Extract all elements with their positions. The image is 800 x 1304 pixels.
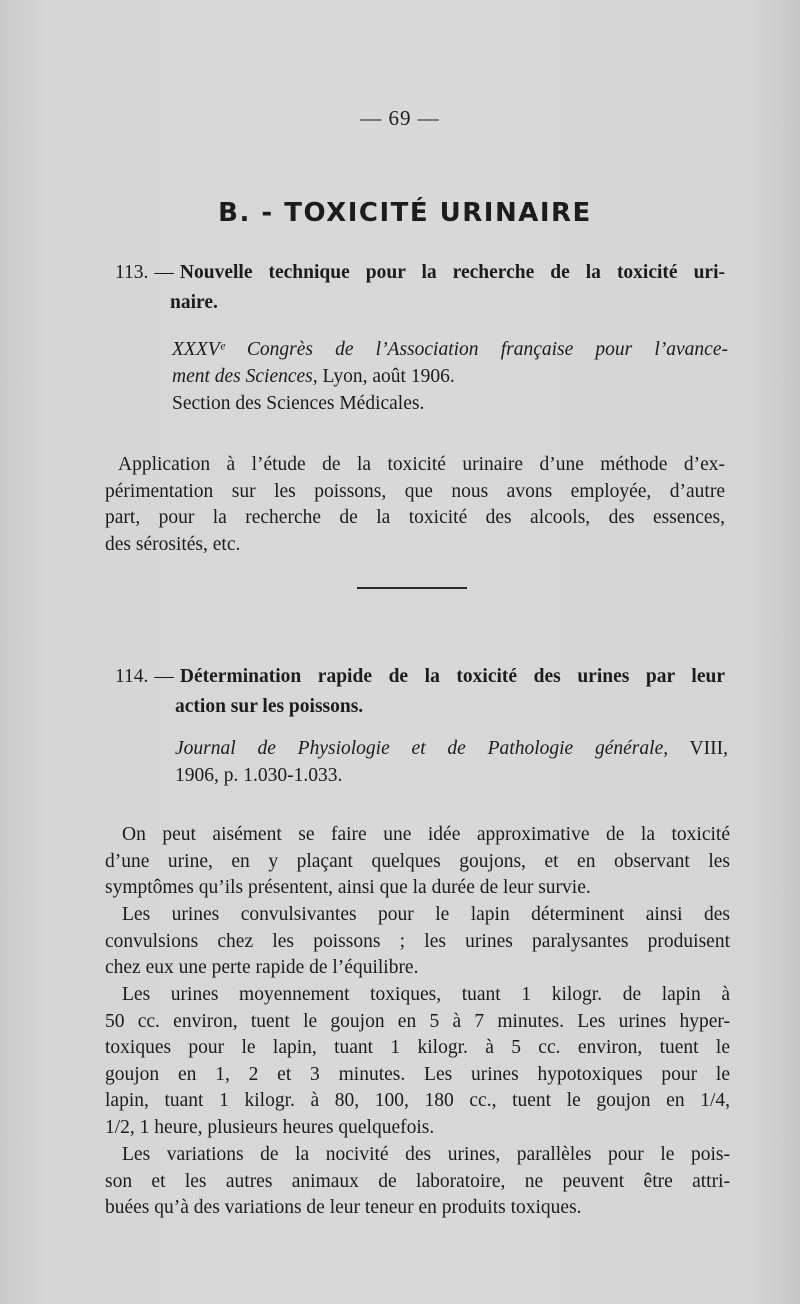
entry-114-dash: — xyxy=(154,666,174,687)
entry-114-ref-line1-rest: VIII, xyxy=(668,738,728,759)
text-line: 1/2, 1 heure, plusieurs heures quelquefois. xyxy=(105,1116,435,1138)
entry-113-ref-line3: Section des Sciences Médicales. xyxy=(172,393,425,414)
entry-114-paragraph-3 xyxy=(105,982,730,1141)
text-line: Les urines moyennement toxiques, tuant 1 kilogr. de lapin à xyxy=(122,984,730,1005)
entry-113-heading xyxy=(115,258,725,318)
entry-114-ref-line1-italic: Journal de Physiologie et de Pathologie générale, xyxy=(175,738,669,759)
entry-113-abstract-line: Application à l’étude de la toxicité urinaire d’une méthode d’ex- xyxy=(118,454,725,475)
text-line: lapin, tuant 1 kilogr. à 80, 100, 180 cc., tuent le goujon en 1/4, xyxy=(105,1090,730,1111)
entry-113-number: 113. xyxy=(115,262,149,283)
section-title: B. - TOXICITÉ URINAIRE xyxy=(218,198,592,228)
entry-114-heading-line1 xyxy=(115,662,725,692)
entry-114-heading xyxy=(115,662,725,722)
entry-113-title-line1: Nouvelle technique pour la recherche de la toxicité uri- xyxy=(179,262,725,283)
entry-113-heading-line1 xyxy=(115,258,725,288)
entry-113-abstract-line: périmentation sur les poissons, que nous avons employée, d’autre xyxy=(105,480,725,502)
text-line: d’une urine, en y plaçant quelques goujons, et en observant les xyxy=(105,850,730,872)
text-line: symptômes qu’ils présentent, ainsi que la durée de leur survie. xyxy=(105,877,591,898)
entry-114-paragraph-4 xyxy=(105,1142,730,1222)
text-line: Les variations de la nocivité des urines, parallèles pour le pois- xyxy=(122,1144,730,1165)
entry-114-title-line2: action sur les poissons. xyxy=(175,696,364,717)
text-line: On peut aisément se faire une idée approximative de la toxicité xyxy=(122,824,730,845)
entry-114-ref-line2: 1906, p. 1.030-1.033. xyxy=(175,765,343,786)
section-divider xyxy=(357,587,467,589)
entry-113-dash: — xyxy=(154,262,174,283)
entry-114-title-line1: Détermination rapide de la toxicité des urines par leur xyxy=(179,666,725,687)
entry-114-reference xyxy=(175,735,728,789)
entry-113-ref-line2-rest: Lyon, août 1906. xyxy=(317,366,455,387)
text-line: buées qu’à des variations de leur teneur en produits toxiques. xyxy=(105,1197,582,1218)
text-line: son et les autres animaux de laboratoire, ne peuvent être attri- xyxy=(105,1170,730,1192)
entry-113-ref-line1: XXXVᵉ Congrès de l’Association française pour l’avance- xyxy=(172,339,728,360)
text-line: 50 cc. environ, tuent le goujon en 5 à 7 minutes. Les urines hyper- xyxy=(105,1010,730,1032)
entry-113-reference xyxy=(172,336,728,417)
entry-113-abstract xyxy=(105,452,725,558)
entry-114-number: 114. xyxy=(115,666,149,687)
entry-113-title-line2: naire. xyxy=(170,292,218,313)
text-line: Les urines convulsivantes pour le lapin déterminent ainsi des xyxy=(122,904,730,925)
text-line: goujon en 1, 2 et 3 minutes. Les urines hypotoxiques pour le xyxy=(105,1063,730,1085)
entry-113-abstract-line: part, pour la recherche de la toxicité des alcools, des essences, xyxy=(105,507,725,528)
text-line: toxiques pour le lapin, tuant 1 kilogr. à 5 cc. environ, tuent le xyxy=(105,1037,730,1058)
entry-113-ref-line2-italic: ment des Sciences, xyxy=(172,366,318,387)
page-number: — 69 — xyxy=(360,106,440,130)
text-line: chez eux une perte rapide de l’équilibre. xyxy=(105,957,419,978)
entry-114-paragraph-1 xyxy=(105,822,730,902)
entry-113-abstract-line: des sérosités, etc. xyxy=(105,533,241,555)
text-line: convulsions chez les poissons ; les urines paralysantes produisent xyxy=(105,930,730,952)
entry-114-paragraph-2 xyxy=(105,902,730,982)
